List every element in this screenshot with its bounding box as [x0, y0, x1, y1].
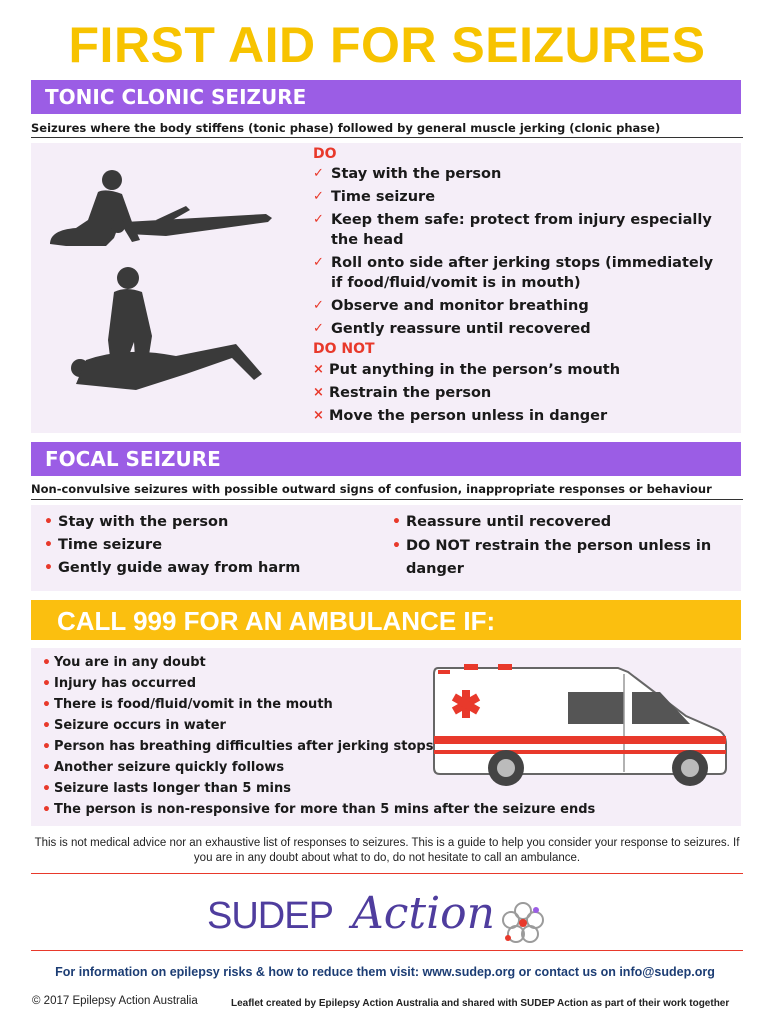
- disclaimer: This is not medical advice nor an exhaustive list of responses to seizures. This is a guide to help you consider your response to seizures. If you are in any doubt about what to do, do not hesitate to call an ambulance.: [34, 837, 740, 864]
- list-item: ✓ Stay with the person: [313, 166, 502, 182]
- list-item: ✓ Keep them safe: protect from injury especially the head: [313, 212, 712, 248]
- check-icon: ✓: [313, 298, 324, 313]
- list-item: • There is food/fluid/vomit in the mouth: [42, 697, 333, 713]
- list-item: • Another seizure quickly follows: [42, 760, 285, 776]
- do-heading: DO: [313, 146, 337, 162]
- bullet-icon: •: [392, 538, 401, 554]
- list-item: • Seizure lasts longer than 5 mins: [42, 781, 291, 797]
- check-icon: ✓: [313, 166, 324, 181]
- check-icon: ✓: [313, 321, 324, 336]
- credit: Leaflet created by Epilepsy Action Australia and shared with SUDEP Action as part of their work together: [231, 998, 730, 1009]
- bullet-icon: •: [42, 802, 51, 818]
- tonic-clonic-heading: TONIC CLONIC SEIZURE: [45, 85, 307, 109]
- recovery-position-person: [76, 344, 262, 390]
- logo-sudep-text: SUDEP: [207, 895, 333, 937]
- tonic-clonic-description: Seizures where the body stiffens (tonic phase) followed by general muscle jerking (clonic phase): [31, 121, 661, 135]
- page-title: FIRST AID FOR SEIZURES: [68, 17, 706, 73]
- bullet-icon: •: [392, 514, 401, 530]
- check-icon: ✓: [313, 212, 324, 227]
- bullet-icon: •: [42, 760, 51, 776]
- footer-info: For information on epilepsy risks & how to reduce them visit: www.sudep.org or contact us on info@sudep.org: [55, 965, 715, 979]
- cross-icon: ×: [313, 362, 324, 377]
- list-item: • You are in any doubt: [42, 655, 206, 671]
- list-item: • Seizure occurs in water: [42, 718, 226, 734]
- bullet-icon: •: [42, 781, 51, 797]
- list-item: • Reassure until recovered: [392, 514, 612, 530]
- bullet-icon: •: [42, 655, 51, 671]
- focal-heading: FOCAL SEIZURE: [45, 447, 221, 471]
- bullet-icon: •: [44, 514, 53, 530]
- list-item: • DO NOT restrain the person unless in danger: [392, 535, 712, 581]
- divider: [31, 499, 743, 500]
- tonic-clonic-heading-band: [31, 80, 741, 114]
- focal-heading-band: [31, 442, 741, 476]
- list-item: × Put anything in the person’s mouth: [313, 362, 621, 378]
- list-item: ✓ Roll onto side after jerking stops (immediately if food/fluid/vomit is in mouth): [313, 255, 714, 291]
- do-not-heading: DO NOT: [313, 341, 375, 357]
- bullet-icon: •: [44, 560, 53, 576]
- bullet-icon: •: [42, 676, 51, 692]
- list-item: ✓ Gently reassure until recovered: [313, 321, 591, 337]
- first-aid-illustration: [36, 160, 286, 420]
- list-item: • Gently guide away from harm: [44, 560, 301, 576]
- ambulance-list: [42, 654, 596, 822]
- list-item: ✓ Observe and monitor breathing: [313, 298, 589, 314]
- flower-logo-icon: [498, 898, 548, 948]
- focal-left-list: [44, 512, 374, 581]
- divider: [31, 873, 743, 874]
- bullet-icon: •: [42, 697, 51, 713]
- helper-head: [102, 170, 122, 190]
- list-item: • Time seizure: [44, 537, 163, 553]
- do-not-list: [313, 360, 723, 429]
- ambulance-illustration: [428, 664, 736, 792]
- list-item: • Stay with the person: [44, 514, 229, 530]
- focal-right-list: [392, 512, 712, 584]
- call-ambulance-heading: CALL 999 FOR AN AMBULANCE IF:: [57, 606, 496, 636]
- focal-description: Non-convulsive seizures with possible outward signs of confusion, inappropriate responses or behaviour: [31, 482, 712, 496]
- list-item: • Person has breathing difficulties after jerking stops: [42, 739, 434, 755]
- divider: [31, 137, 743, 138]
- check-icon: ✓: [313, 189, 324, 204]
- list-item: • The person is non-responsive for more than 5 mins after the seizure ends: [42, 802, 596, 818]
- check-icon: ✓: [313, 255, 324, 270]
- bullet-icon: •: [42, 739, 51, 755]
- cross-icon: ×: [313, 408, 324, 423]
- lying-person: [124, 214, 272, 236]
- call-ambulance-band: [31, 600, 741, 640]
- helper-body: [50, 190, 140, 246]
- list-item: • Injury has occurred: [42, 676, 197, 692]
- list-item: ✓ Time seizure: [313, 189, 436, 205]
- copyright: © 2017 Epilepsy Action Australia: [32, 995, 198, 1007]
- bullet-icon: •: [44, 537, 53, 553]
- list-item: × Restrain the person: [313, 385, 492, 401]
- divider: [31, 950, 743, 951]
- bullet-icon: •: [42, 718, 51, 734]
- list-item: × Move the person unless in danger: [313, 408, 608, 424]
- do-list: [313, 164, 723, 342]
- cross-icon: ×: [313, 385, 324, 400]
- logo-action-text: Action: [352, 888, 495, 939]
